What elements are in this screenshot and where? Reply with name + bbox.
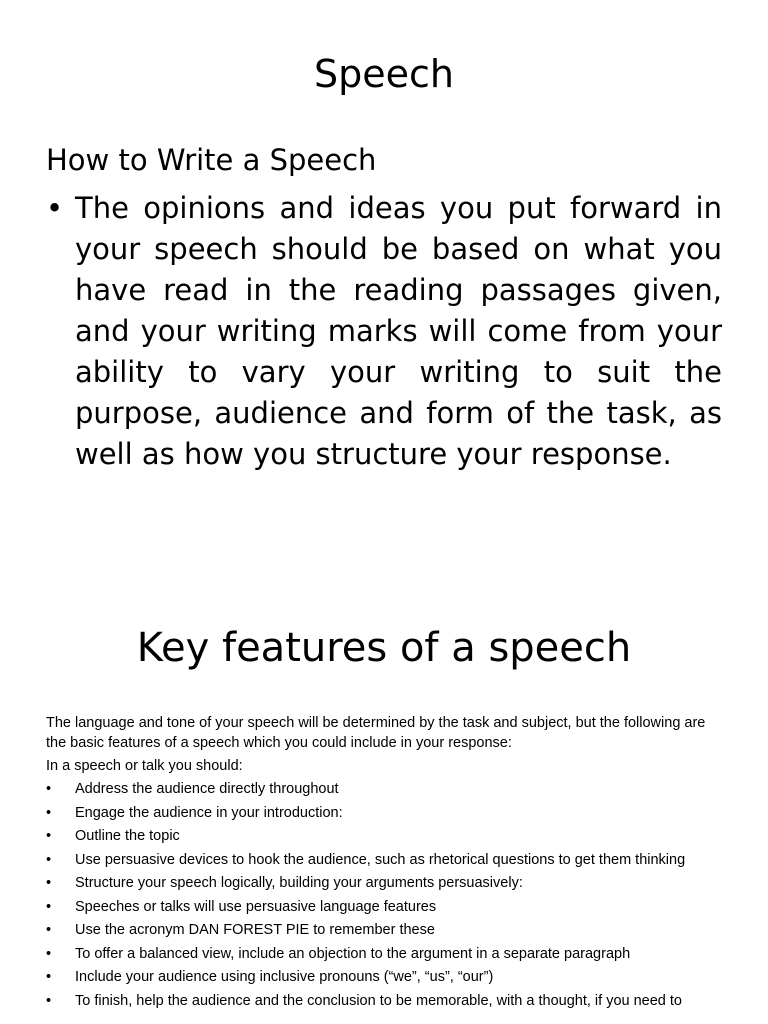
bullet-marker: • <box>46 804 52 821</box>
feature-list <box>46 779 726 1011</box>
list-item <box>46 897 726 917</box>
list-item-text: Speeches or talks will use persuasive language features <box>75 898 437 915</box>
list-item-text: Structure your speech logically, building your arguments persuasively: <box>75 875 523 891</box>
bullet-text: The opinions and ideas you put forward in your speech should be based on what you have read in the reading passages given, and your writing marks will come from your ability to vary your writing to suit the purpose, audience and form of the task, as well as how you structure your response. <box>75 191 722 471</box>
slide-body <box>46 713 726 1014</box>
list-item <box>46 920 726 940</box>
list-item-text: Outline the topic <box>75 828 180 844</box>
list-item <box>46 803 726 823</box>
list-item <box>46 873 726 893</box>
bullet-marker: • <box>46 851 52 868</box>
list-item <box>46 944 726 964</box>
list-item <box>46 850 726 870</box>
slide-title: Speech <box>314 52 454 96</box>
slide-subtitle: How to Write a Speech <box>46 143 377 177</box>
bullet-marker: • <box>46 898 52 915</box>
list-item-text: Address the audience directly throughout <box>75 781 339 797</box>
list-item-text: To offer a balanced view, include an objection to the argument in a separate paragraph <box>75 945 631 962</box>
list-item-text: Include your audience using inclusive pronouns (“we”, “us”, “our”) <box>75 969 494 985</box>
slide-key-features <box>0 512 768 1024</box>
list-item <box>46 991 726 1011</box>
bullet-item <box>46 188 722 475</box>
list-item-text: Engage the audience in your introduction: <box>75 804 343 821</box>
list-item <box>46 779 726 799</box>
list-item-text: To finish, help the audience and the conclusion to be memorable, with a thought, if you need to <box>75 992 682 1009</box>
bullet-marker: • <box>46 945 52 962</box>
list-item <box>46 826 726 846</box>
bullet-marker: • <box>46 875 52 891</box>
lead-line: In a speech or talk you should: <box>46 758 243 774</box>
list-item-text: Use persuasive devices to hook the audience, such as rhetorical questions to get them thinking <box>75 851 686 868</box>
bullet-marker: • <box>46 992 52 1009</box>
bullet-marker: • <box>46 781 52 797</box>
list-item <box>46 967 726 987</box>
slide-title: Key features of a speech <box>136 625 632 671</box>
bullet-marker: • <box>46 922 52 938</box>
list-item-text: Use the acronym DAN FOREST PIE to remember these <box>75 922 435 938</box>
bullet-marker: • <box>46 191 64 225</box>
bullet-marker: • <box>46 828 52 844</box>
bullet-marker: • <box>46 969 52 985</box>
intro-paragraph: The language and tone of your speech will be determined by the task and subject, but the following are the basic features of a speech which you could include in your response: <box>46 715 706 751</box>
